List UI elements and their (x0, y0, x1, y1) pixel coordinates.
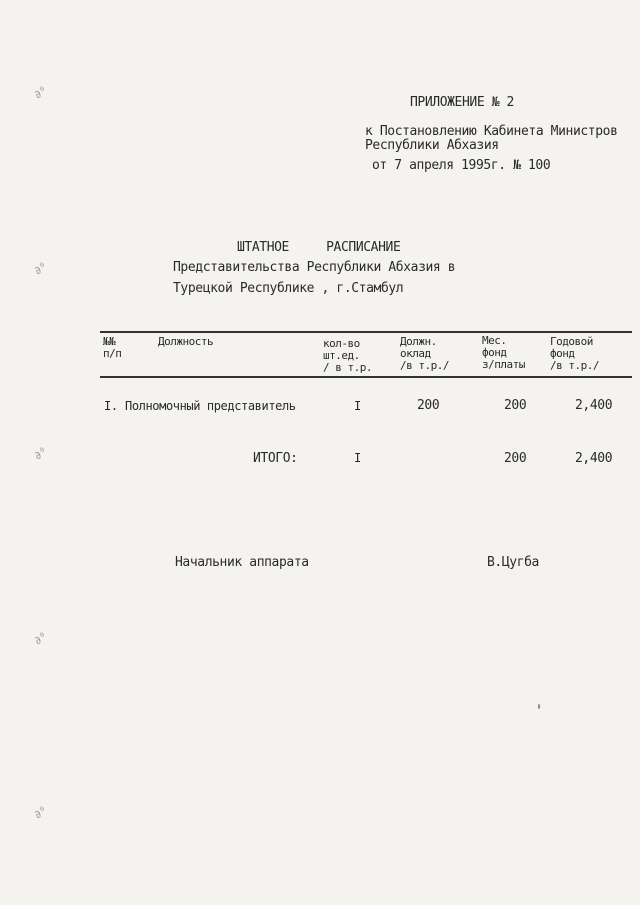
total-count: I (354, 451, 361, 465)
signature-role: Начальник аппарата (175, 555, 309, 570)
row-monthly-fund: 200 (504, 398, 527, 413)
total-monthly-fund: 200 (504, 451, 527, 466)
binder-hole-mark: ∂⁰ (31, 803, 50, 822)
appendix-label: ПРИЛОЖЕНИЕ № 2 (410, 95, 514, 110)
date-number-line: от 7 апреля 1995г. № 100 (372, 158, 551, 173)
row-number: I. (104, 399, 118, 413)
header-count: кол-во шт.ед. / в т.р. (323, 337, 372, 374)
resolution-line: к Постановлению Кабинета Министров (365, 124, 618, 139)
header-monthly-fund: Мес. фонд з/платы (482, 334, 525, 371)
document-title: ШТАТНОЕ РАСПИСАНИЕ (237, 240, 401, 255)
header-num: №№ п/п (103, 335, 122, 360)
binder-hole-mark: ∂⁰ (31, 259, 50, 278)
ink-speck (538, 704, 540, 709)
binder-hole-mark: ∂⁰ (31, 83, 50, 102)
total-annual-fund: 2,400 (575, 451, 613, 466)
binder-hole-mark: ∂⁰ (31, 444, 50, 463)
row-salary: 200 (417, 398, 440, 413)
title-subline-2: Турецкой Республике , г.Стамбул (173, 281, 404, 296)
total-label: ИТОГО: (253, 451, 298, 466)
row-count: I (354, 399, 361, 413)
binder-hole-mark: ∂⁰ (31, 629, 50, 648)
header-position: Должность (158, 335, 214, 348)
row-position: Полномочный представитель (125, 399, 296, 413)
signature-name: В.Цугба (487, 555, 539, 570)
title-subline-1: Представительства Республики Абхазия в (173, 260, 456, 275)
header-annual-fund: Годовой фонд /в т.р./ (550, 335, 599, 372)
table-top-rule (100, 331, 632, 333)
table-header-rule (100, 376, 632, 378)
row-annual-fund: 2,400 (575, 398, 613, 413)
republic-line: Республики Абхазия (365, 138, 499, 153)
header-salary: Должн. оклад /в т.р./ (400, 335, 449, 372)
